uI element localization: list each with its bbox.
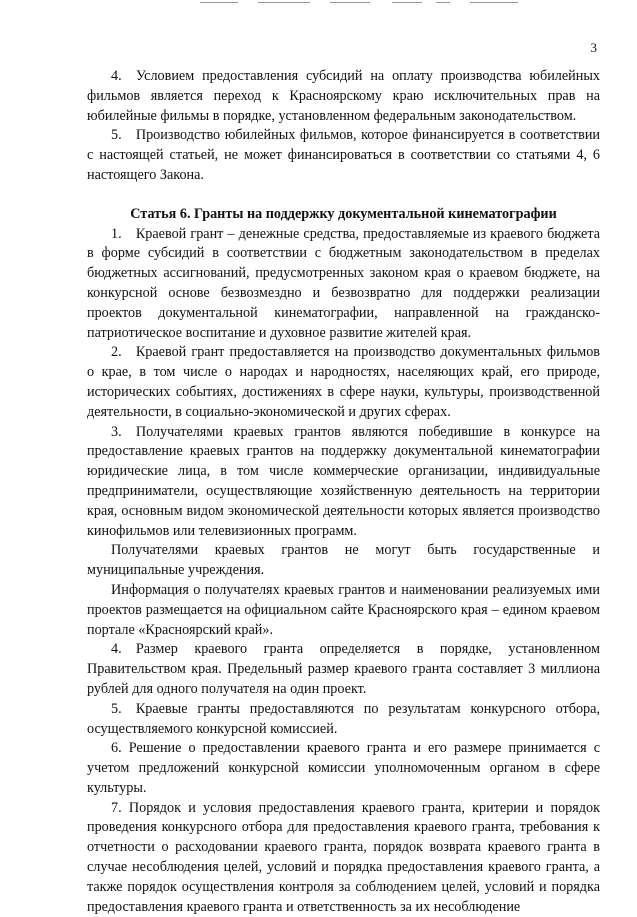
scan-artifact-line (258, 2, 310, 3)
article-paragraph: 1. Краевой грант – денежные средства, предоставляемые из краевого бюджета в форме субсидий в соответствии с бюджетным законодательством в пределах бюджетных ассигнований, предусмотренных законом края о краевом бюджете, на конкурсной основе безвозмездно и безвозвратно для поддержки реализации проектов документальной кинематографии, направленной на гражданско-патриотическое воспитание и духовное развитие жителей края. (87, 225, 600, 341)
document-body (87, 67, 600, 917)
page-number: 3 (590, 40, 597, 55)
article-title: Статья 6. Гранты на поддержку документальной кинематографии (130, 205, 557, 222)
paragraph-subsidy-condition: 4. Условием предоставления субсидий на оплату производства юбилейных фильмов является переход к Красноярскому краю исключительных прав на юбилейные фильмы в порядке, установленном федеральным законодательством. (87, 68, 600, 124)
article-paragraph: 6. Решение о предоставлении краевого гранта и его размере принимается с учетом предложений конкурсной комиссии уполномоченным органом в сфере культуры. (87, 740, 600, 796)
paragraph-financing-restriction: 5. Производство юбилейных фильмов, которое финансируется в соответствии с настоящей статьей, не может финансироваться в соответствии со статьями 4, 6 настоящего Закона. (87, 127, 600, 183)
scan-artifact-line (330, 2, 370, 3)
article-paragraph: Получателями краевых грантов не могут быть государственные и муниципальные учреждения. (87, 542, 600, 579)
article-paragraph: 5. Краевые гранты предоставляются по результатам конкурсного отбора, осуществляемого конкурсной комиссией. (87, 700, 600, 737)
article-paragraph: 2. Краевой грант предоставляется на производство документальных фильмов о крае, в том числе о народах и народностях, населяющих край, его природе, исторических событиях, достижениях в сфере науки, культуры, производственной деятельности, в социально-экономической и других сферах. (87, 344, 600, 420)
scan-artifact-line (436, 2, 450, 3)
article-paragraph: 4. Размер краевого гранта определяется в порядке, установленном Правительством края. Предельный размер краевого гранта составляет 3 миллиона рублей для одного получателя на один проект. (87, 641, 600, 697)
scan-artifact-line (200, 2, 238, 3)
article-paragraph: Информация о получателях краевых грантов и наименовании реализуемых ими проектов размещается на официальном сайте Красноярского края – едином краевом портале «Красноярский край». (87, 581, 600, 638)
article-paragraph: 3. Получателями краевых грантов являются победившие в конкурсе на предоставление краевых грантов на поддержку документальной кинематографии юридические лица, в том числе коммерческие организации, индивидуальные предприниматели, осуществляющие хозяйственную деятельность на территории края, основным видом экономической деятельности которых является производство кинофильмов или телевизионных программ. (87, 423, 600, 539)
scan-artifact-line (470, 2, 518, 3)
article-paragraph: 7. Порядок и условия предоставления краевого гранта, критерии и порядок проведения конкурсного отбора для предоставления краевого гранта, требования к отчетности о расходовании краевого гранта, порядок возврата краевого гранта в случае несоблюдения целей, условий и порядка предоставления краевого гранта, а также порядок осуществления контроля за соблюдением целей, условий и порядка предоставления краевого гранта и ответственность за их несоблюдение (87, 799, 600, 915)
scan-artifact-line (392, 2, 422, 3)
